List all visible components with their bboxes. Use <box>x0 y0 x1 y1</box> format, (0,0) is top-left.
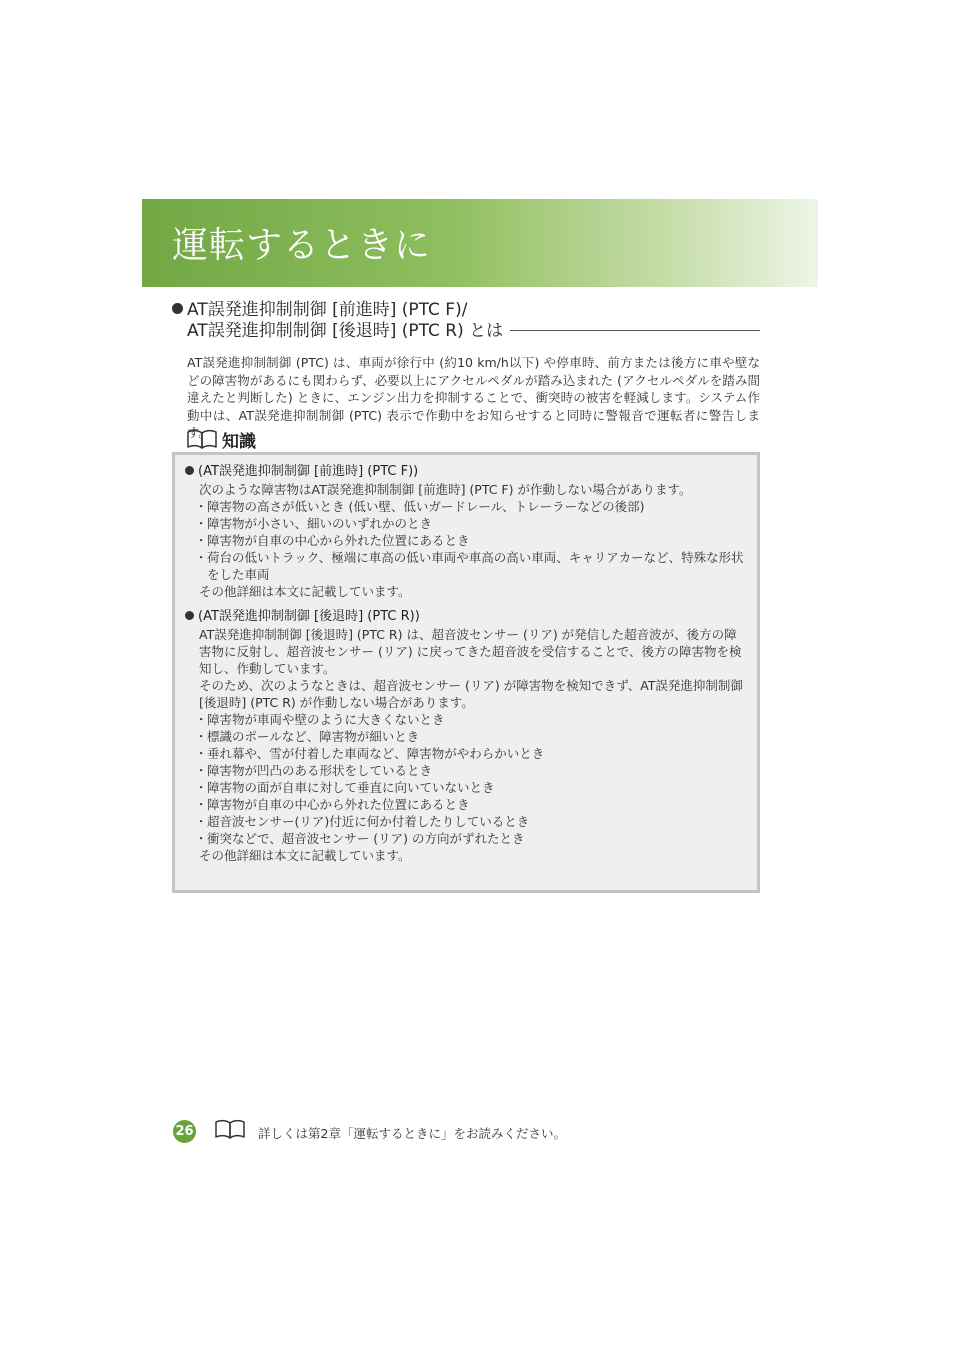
ptc-r-body <box>185 626 749 864</box>
chapter-title: 運転するときに <box>172 225 432 266</box>
list-item: ･ 超音波センサー(リア)付近に何か付着したりしているとき <box>199 813 749 830</box>
bullet-icon <box>172 303 183 314</box>
list-item: ･ 障害物の面が自車に対して垂直に向いていないとき <box>199 779 749 796</box>
ptc-r-list <box>199 711 749 847</box>
list-item: ･ 衝突などで、超音波センサー (リア) の方向がずれたとき <box>199 830 749 847</box>
heading-divider <box>510 330 760 331</box>
heading-line1: AT誤発進抑制制御 [前進時] (PTC F)/ <box>187 300 468 320</box>
ptc-r-title: (AT誤発進抑制制御 [後退時] (PTC R)) <box>185 608 749 626</box>
ptc-f-body <box>185 481 749 600</box>
knowledge-label: 知識 <box>222 431 256 452</box>
book-icon <box>186 428 218 450</box>
list-item: ･ 障害物の高さが低いとき (低い壁、低いガードレール、トレーラーなどの後部) <box>199 498 749 515</box>
chapter-banner <box>142 199 818 287</box>
section-body: AT誤発進抑制制御 (PTC) は、車両が徐行中 (約10 km/h以下) や停車時、前方または後方に車や壁などの障害物があるにも関わらず、必要以上にアクセルペダルが踏み込まれた (アクセルペダルを踏み間違えたと判断した) ときに、エンジン出力を抑制することで、衝突時の被害を軽減します。システム作動中は、AT誤発進抑制制御 (PTC) 表示で作動中をお知らせすると同時に警報音で運転者に警告します。 <box>187 355 760 440</box>
list-item: ･ 障害物が自車の中心から外れた位置にあるとき <box>199 796 749 813</box>
list-item: ･ 標識のポールなど、障害物が細いとき <box>199 728 749 745</box>
heading-line2: AT誤発進抑制制御 [後退時] (PTC R) とは <box>187 321 504 341</box>
ptc-f-title: (AT誤発進抑制制御 [前進時] (PTC F)) <box>185 463 749 481</box>
list-item: ･ 荷台の低いトラック、極端に車高の低い車両や車高の高い車両、キャリアカーなど、特殊な形状をした車両 <box>199 549 749 583</box>
section-heading <box>172 300 760 342</box>
list-item: ･ 障害物が自車の中心から外れた位置にあるとき <box>199 532 749 549</box>
list-item: ･ 障害物が小さい、細いのいずれかのとき <box>199 515 749 532</box>
knowledge-header <box>186 426 256 452</box>
list-item: ･ 障害物が車両や壁のように大きくないとき <box>199 711 749 728</box>
ptc-r-intro: AT誤発進抑制制御 [後退時] (PTC R) は、超音波センサー (リア) が発信した超音波が、後方の障害物に反射し、超音波センサー (リア) に戻ってきた超音波を受信することで、後方の障害物を検知し、作動しています。 <box>199 627 742 676</box>
book-icon <box>214 1118 246 1140</box>
ptc-section <box>172 300 760 442</box>
ptc-r-intro2: そのため、次のようなときは、超音波センサー (リア) が障害物を検知できず、AT誤発進抑制制御 [後退時] (PTC R) が作動しない場合があります。 <box>199 678 743 710</box>
ptc-f-list <box>199 498 749 583</box>
list-item: ･ 障害物が凹凸のある形状をしているとき <box>199 762 749 779</box>
ptc-f-note: その他詳細は本文に記載しています。 <box>199 584 411 599</box>
bullet-icon <box>185 611 194 620</box>
ptc-r-note: その他詳細は本文に記載しています。 <box>199 848 411 863</box>
page-number-badge: 26 <box>173 1120 196 1143</box>
ptc-f-intro: 次のような障害物はAT誤発進抑制制御 [前進時] (PTC F) が作動しない場合があります。 <box>199 482 692 497</box>
knowledge-box <box>172 452 760 893</box>
footer-reference: 詳しくは第2章「運転するときに」をお読みください。 <box>258 1126 566 1141</box>
list-item: ･ 垂れ幕や、雪が付着した車両など、障害物がやわらかいとき <box>199 745 749 762</box>
bullet-icon <box>185 466 194 475</box>
